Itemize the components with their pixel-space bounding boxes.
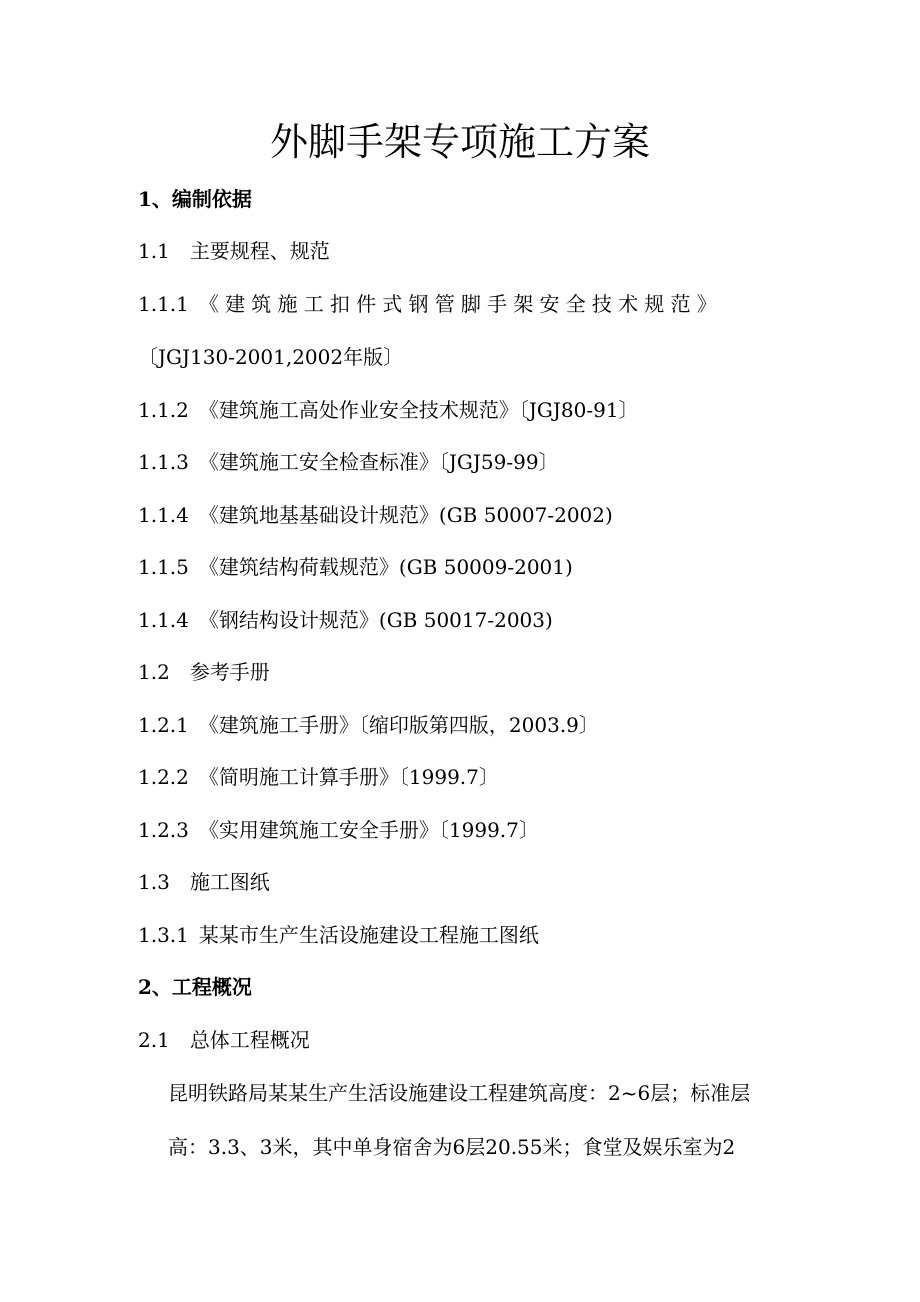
- item-text: 主要规程、规范: [189, 239, 330, 263]
- list-item: [138, 921, 539, 949]
- list-item: [138, 658, 270, 686]
- list-item: [138, 290, 723, 318]
- item-text: 施工图纸: [189, 870, 270, 894]
- item-text: 《建筑施工高处作业安全技术规范》〔JGJ80-91〕: [198, 398, 639, 422]
- item-number: 1.1.2: [138, 398, 189, 422]
- item-number: 1.2.1: [138, 713, 189, 737]
- item-number: 1.2.2: [138, 765, 189, 789]
- item-number: 2.1: [138, 1028, 170, 1052]
- list-item: [138, 606, 553, 634]
- item-text: 参考手册: [189, 660, 270, 684]
- item-number: 1.3: [138, 870, 170, 894]
- item-text: 总体工程概况: [189, 1028, 310, 1052]
- item-text: 〔JGJ130-2001,2002年版〕: [138, 345, 404, 369]
- section-heading-1: 1、编制依据: [138, 187, 252, 211]
- document-title: 外脚手架专项施工方案: [269, 120, 650, 164]
- item-number: 1.1: [138, 239, 170, 263]
- section-heading-2: 2、工程概况: [138, 975, 252, 999]
- list-item: [138, 501, 613, 529]
- list-item: [138, 711, 599, 739]
- paragraph-line: 高：3.3、3米，其中单身宿舍为6层20.55米；食堂及娱乐室为2: [168, 1135, 736, 1159]
- item-text: 《建筑地基基础设计规范》(GB 50007-2002): [198, 503, 613, 527]
- item-number: 1.3.1: [138, 923, 189, 947]
- list-item: [138, 868, 270, 896]
- item-number: 1.1.3: [138, 450, 189, 474]
- item-text: 《简明施工计算手册》〔1999.7〕: [198, 765, 499, 789]
- item-number: 1.2: [138, 660, 170, 684]
- list-item: [138, 237, 330, 265]
- item-text: 《建筑施工扣件式钢管脚手架安全技术规范》: [198, 292, 723, 316]
- item-number: 1.1.5: [138, 555, 189, 579]
- list-item: [138, 448, 559, 476]
- list-item: [138, 763, 499, 791]
- list-item-continuation: [138, 343, 403, 371]
- item-text: 《建筑施工手册》〔缩印版第四版，2003.9〕: [198, 713, 599, 737]
- item-text: 《建筑施工安全检查标准》〔JGJ59-99〕: [198, 450, 559, 474]
- item-number: 1.1.4: [138, 608, 189, 632]
- item-text: 《实用建筑施工安全手册》〔1999.7〕: [198, 818, 539, 842]
- item-number: 1.1.1: [138, 292, 189, 316]
- list-item: [138, 553, 573, 581]
- list-item: [138, 1026, 310, 1054]
- item-number: 1.1.4: [138, 503, 189, 527]
- item-text: 《钢结构设计规范》(GB 50017-2003): [198, 608, 553, 632]
- item-text: 某某市生产生活设施建设工程施工图纸: [198, 923, 539, 947]
- item-text: 《建筑结构荷载规范》(GB 50009-2001): [198, 555, 573, 579]
- list-item: [138, 816, 539, 844]
- item-number: 1.2.3: [138, 818, 189, 842]
- paragraph-line: 昆明铁路局某某生产生活设施建设工程建筑高度：2~6层；标准层: [168, 1081, 751, 1105]
- list-item: [138, 396, 639, 424]
